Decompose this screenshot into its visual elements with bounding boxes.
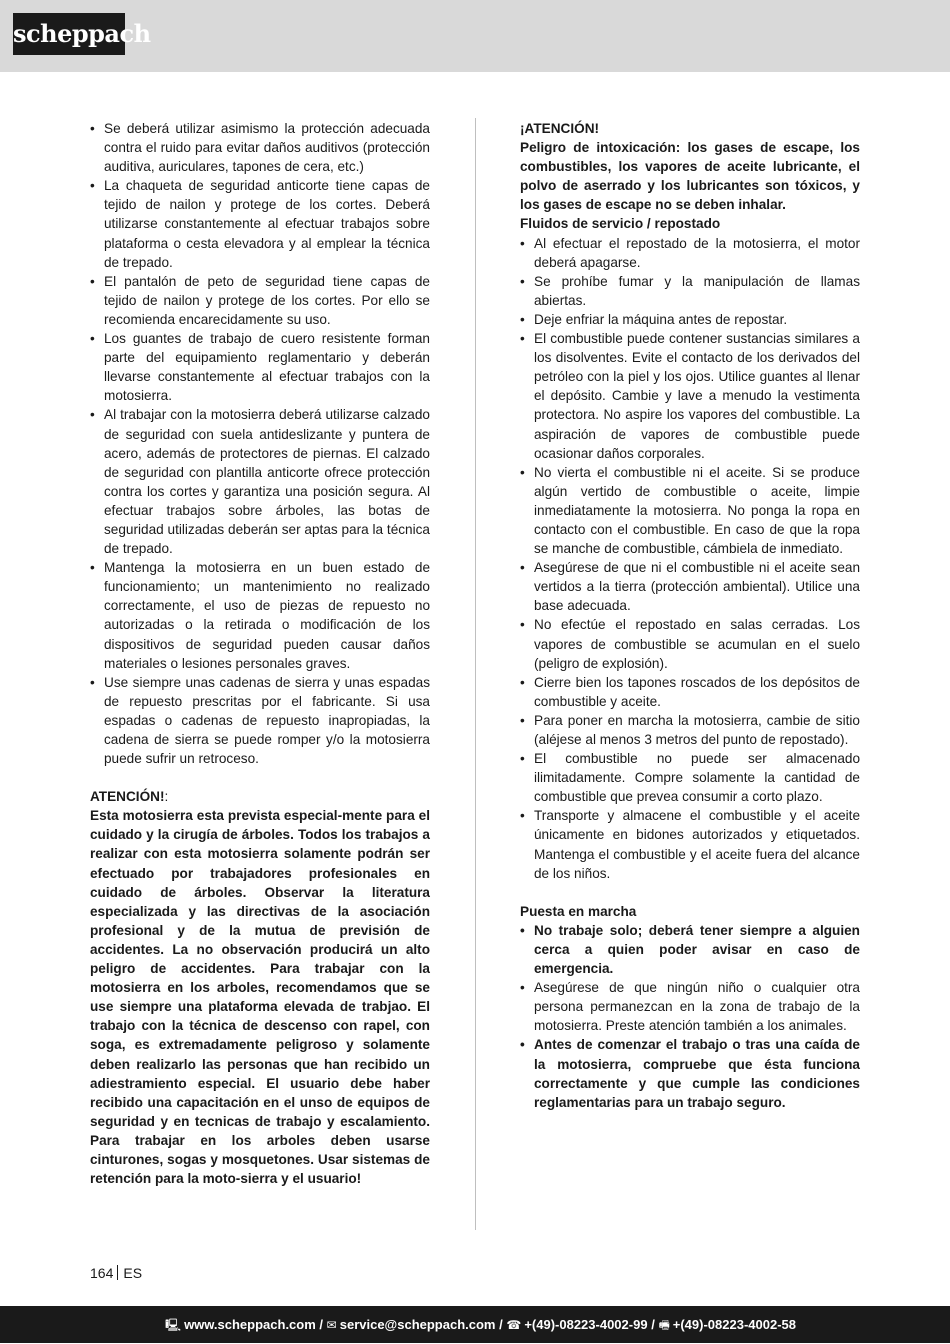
list-item: • Antes de comenzar el trabajo o tras una caída de la motosierra, compruebe que ésta funciona correctamente y que cumple las condiciones reglamentarias para un trabajo seguro. bbox=[520, 1035, 860, 1111]
contact-footer bbox=[0, 1306, 950, 1343]
list-item: • Deje enfriar la máquina antes de repostar. bbox=[520, 310, 860, 329]
phone-icon: ☎ bbox=[506, 1318, 522, 1332]
list-item: • Transporte y almacene el combustible y el aceite únicamente en bidones autorizados y etiquetados. Mantenga el combustible y el aceite fuera del alcance de los niños. bbox=[520, 806, 860, 882]
list-item: • El combustible no puede ser almacenado ilimitadamente. Compre solamente la cantidad de combustible que prevea consumir a corto plazo. bbox=[520, 749, 860, 806]
list-item: • El pantalón de peto de seguridad tiene capas de tejido de nailon y protege de los cortes. Por ello se recomienda encarecidamente su uso. bbox=[90, 272, 430, 329]
contact-line bbox=[165, 1306, 796, 1344]
list-item: • No vierta el combustible ni el aceite. Si se produce algún vertido de combustible o aceite, limpie inmediatamente la motosierra. No ponga la ropa en contacto con el combustible. En caso de que la ropa se manche de combustible, cámbiela de inmediato. bbox=[520, 463, 860, 558]
poison-warning: Peligro de intoxicación: los gases de escape, los combustibles, los vapores de aceite lubricante, el polvo de aserrado y los lubricantes son tóxicos, y los gases de escape no se deben inhalar. bbox=[520, 140, 860, 213]
list-item: • Asegúrese de que ningún niño o cualquier otra persona permanezcan en la zona de trabajo de la motosierra. Preste atención también a los animales. bbox=[520, 978, 860, 1035]
language-code: ES bbox=[123, 1265, 143, 1281]
attention-colon: : bbox=[164, 789, 169, 805]
list-item: • No efectúe el repostado en salas cerradas. Los vapores de combustible se acumulan en el suelo (peligro de explosión). bbox=[520, 615, 860, 672]
protection-bullet-list bbox=[90, 119, 430, 768]
fluids-bullet-list bbox=[520, 234, 860, 883]
list-item: • Asegúrese de que ni el combustible ni el aceite sean vertidos a la tierra (protección ambiental). Utilice una base adecuada. bbox=[520, 558, 860, 615]
startup-bullet-list bbox=[520, 921, 860, 1112]
footer-separator: / bbox=[499, 1317, 503, 1332]
footer-separator: / bbox=[319, 1317, 324, 1332]
list-item: • Para poner en marcha la motosierra, cambie de sitio (aléjese al menos 3 metros del punto de repostado). bbox=[520, 711, 860, 749]
list-item: • Use siempre unas cadenas de sierra y unas espadas de repuesto prescritas por el fabricante. Si usa espadas o cadenas de repuesto inapropiadas, la cadena de sierra se puede romper y/o la motosierra puede sufrir un retroceso. bbox=[90, 673, 430, 768]
right-column bbox=[520, 119, 860, 1112]
page-separator bbox=[117, 1265, 118, 1280]
fax-number: +(49)-08223-4002-58 bbox=[672, 1317, 796, 1332]
scheppach-logo: scheppach bbox=[13, 13, 125, 55]
left-column bbox=[90, 119, 430, 1188]
attention-heading: ATENCIÓN! bbox=[90, 789, 165, 805]
fax-icon: 🖷 bbox=[658, 1318, 670, 1332]
list-item: • La chaqueta de seguridad anticorte tiene capas de tejido de nailon y protege de los cortes. Deberá utilizarse constantemente al efectuar trabajos sobre plataforma o cesta elevadora y al emplear la técnica de trepado. bbox=[90, 176, 430, 271]
list-item: • Mantenga la motosierra en un buen estado de funcionamiento; un mantenimiento no realizado correctamente, el uso de piezas de repuesto no autorizadas o la retirada o modificación de los dispositivos de seguridad pueden causar daños materiales o lesiones personales graves. bbox=[90, 558, 430, 673]
page-header bbox=[0, 0, 950, 72]
column-divider bbox=[475, 118, 476, 1230]
website-link[interactable]: www.scheppach.com bbox=[184, 1317, 316, 1332]
list-item: • Se prohíbe fumar y la manipulación de llamas abiertas. bbox=[520, 272, 860, 310]
list-item: • Se deberá utilizar asimismo la protección adecuada contra el ruido para evitar daños auditivos (protección auditiva, auriculares, tapones de cera, etc.) bbox=[90, 119, 430, 176]
list-item: • El combustible puede contener sustancias similares a los disolventes. Evite el contacto de los derivados del petróleo con la piel y los ojos. Utilice guantes al llenar el depósito. Cambie y lave a menudo la vestimenta protectora. No aspire los vapores del combustible. La aspiración de vapores de combustible puede ocasionar daños corporales. bbox=[520, 329, 860, 463]
attention-heading: ¡ATENCIÓN! bbox=[520, 121, 600, 136]
list-item: • Al trabajar con la motosierra deberá utilizarse calzado de seguridad con suela antideslizante y puntera de acero, además de protectores de piernas. El calzado de seguridad con plantilla anticorte ofrece protección contra los cortes y garantiza una posición segura. Al efectuar trabajos sobre árboles, las botas de seguridad utilizadas deberán ser aptas para la técnica de trepado. bbox=[90, 405, 430, 558]
email-link[interactable]: service@scheppach.com bbox=[339, 1317, 496, 1332]
list-item: • Al efectuar el repostado de la motosierra, el motor deberá apagarse. bbox=[520, 234, 860, 272]
list-item: • No trabaje solo; deberá tener siempre a alguien cerca a quien poder avisar en caso de emergencia. bbox=[520, 921, 860, 978]
mail-icon: ✉ bbox=[326, 1318, 337, 1332]
page-number-label bbox=[90, 1264, 142, 1283]
attention-paragraph: Esta motosierra esta prevista especial-mente para el cuidado y la cirugía de árboles. Todos los trabajos a realizar con esta motosierra solamente podrán ser efectuado por trabajadores profesionales en cuidado de árboles. Observar la literatura especializada y las directivas de la asociación profesional y de la mutua de previsión de accidentes. La no observación producirá un alto peligro de accidentes. Para trabajar con la motosierra en los arboles, recomendamos que se use siempre una plataforma elevada de trabjao. El trabajo con la técnica de descenso con rapel, con soga, es extremadamente peligroso y solamente deben realizarlo las personas que han recibido un adiestramiento especial. El usuario debe haber recibido una capacitación en el unso de equipos de seguridad y en tecnicas de trabajo y escalamiento. Para trabajar en los arboles deben usarse cinturones, sogas y mosquetones. Usar sistemas de retención para la moto-sierra y el usuario! bbox=[90, 808, 430, 1187]
page-number: 164 bbox=[90, 1265, 114, 1281]
list-item: • Cierre bien los tapones roscados de los depósitos de combustible y aceite. bbox=[520, 673, 860, 711]
fluids-heading: Fluidos de servicio / repostado bbox=[520, 216, 721, 232]
startup-heading: Puesta en marcha bbox=[520, 903, 637, 919]
phone-number: +(49)-08223-4002-99 bbox=[524, 1317, 648, 1332]
list-item: • Los guantes de trabajo de cuero resistente forman parte del equipamiento reglamentario y deberán llevarse constantemente al efectuar trabajos con la motosierra. bbox=[90, 329, 430, 405]
computer-icon: 🖳 bbox=[165, 1318, 182, 1332]
footer-separator: / bbox=[651, 1317, 655, 1332]
attention-heading-line bbox=[90, 787, 430, 806]
